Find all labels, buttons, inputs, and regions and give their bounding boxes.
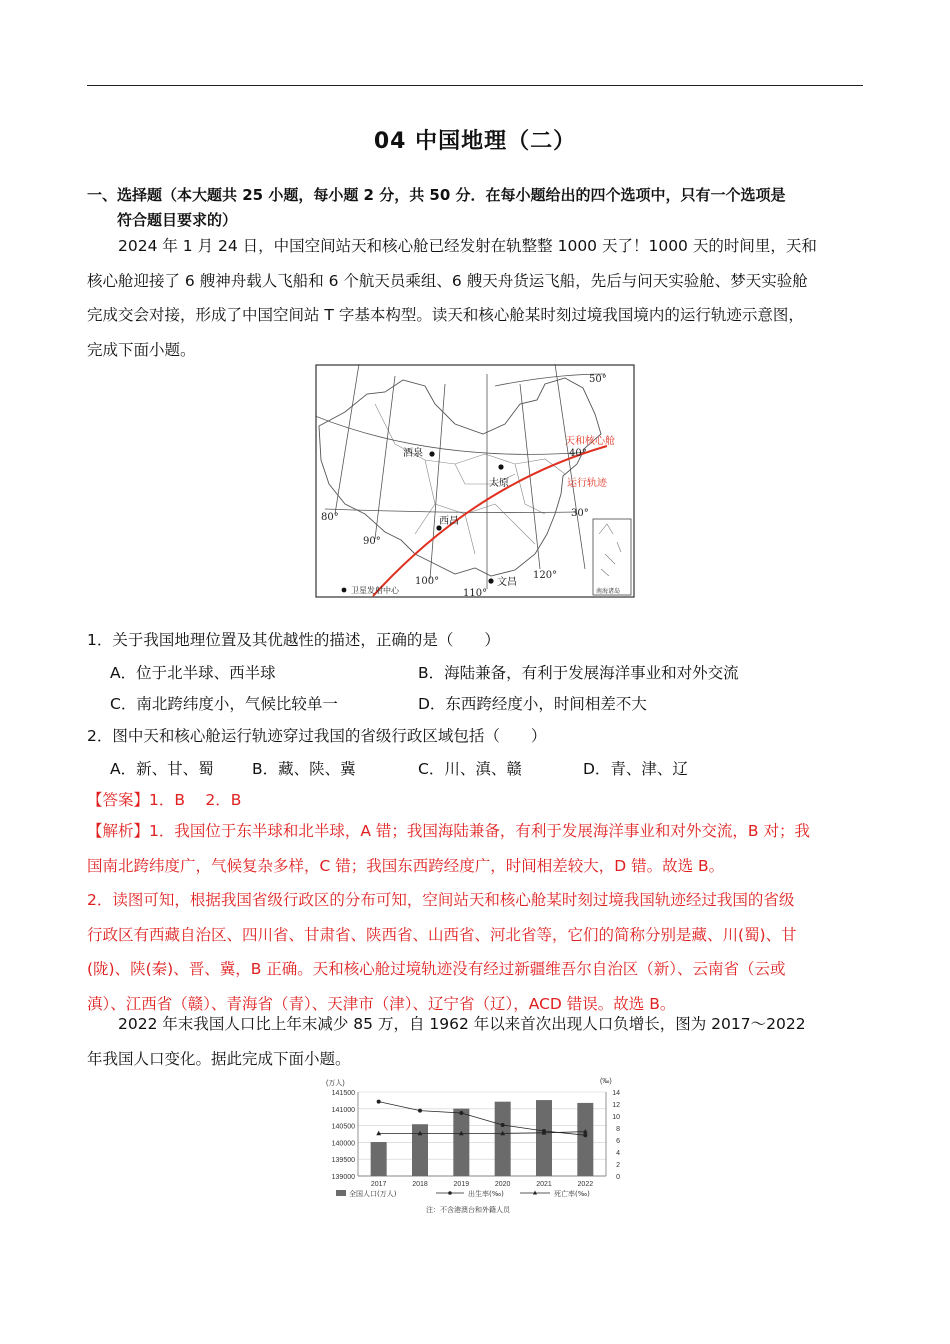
population-bar — [495, 1102, 511, 1176]
x-tick-label: 2022 — [577, 1181, 594, 1188]
y-right-tick-label: 4 — [616, 1150, 620, 1157]
analysis-block — [87, 814, 865, 1021]
city-label-wenchang: 文昌 — [497, 577, 517, 588]
population-bar — [536, 1100, 552, 1176]
population-bar — [453, 1109, 469, 1176]
city-dot-jiuquan — [429, 451, 434, 456]
section-heading-line1: 一、选择题（本大题共 25 小题，每小题 2 分，共 50 分．在每小题给出的四个选项中，只有一个选项是 — [87, 186, 786, 204]
q1-option-a: A．位于北半球、西半球 — [110, 664, 276, 682]
y-right-tick-label: 10 — [612, 1114, 620, 1121]
answer-line: 【答案】1．B 2．B — [87, 791, 242, 809]
south-sea-inset — [593, 519, 631, 595]
q1-option-b: B．海陆兼备，有利于发展海洋事业和对外交流 — [418, 664, 739, 682]
analysis-line5: (陇)、陕(秦)、晋、冀，B 正确。天和核心舱过境轨迹没有经过新疆维吾尔自治区（新）、云南省（云或 — [87, 960, 786, 978]
city-dot-taiyuan — [498, 464, 503, 469]
chart-note: 注：不含港澳台和外籍人员 — [426, 1206, 510, 1214]
q2-option-b: B．藏、陕、冀 — [252, 760, 356, 778]
birth-rate-point — [418, 1109, 422, 1113]
analysis-line3: 2．读图可知，根据我国省级行政区的分布可知，空间站天和核心舱某时刻过境我国轨迹经过我国的省级 — [87, 891, 795, 909]
x-tick-label: 2021 — [536, 1181, 552, 1188]
legend-dot — [342, 588, 347, 593]
legend-label: 卫星发射中心 — [351, 586, 399, 595]
intro2-line2: 年我国人口变化。据此完成下面小题。 — [87, 1049, 351, 1068]
y-left-tick-label: 139500 — [331, 1157, 355, 1165]
intro1-line1: 2024 年 1 月 24 日，中国空间站天和核心舱已经发射在轨整整 1000 天了！1000 天的时间里，天和 — [118, 237, 817, 255]
lon-label-100: 100° — [415, 576, 440, 587]
lon-label-80: 80° — [321, 512, 339, 523]
y-right-tick-label: 2 — [616, 1162, 620, 1169]
legend-death-label: 死亡率(‰) — [554, 1190, 590, 1198]
population-bar — [371, 1142, 387, 1176]
intro2-line1: 2022 年末我国人口比上年末减少 85 万，自 1962 年以来首次出现人口负增长，图为 2017～2022 — [118, 1015, 806, 1033]
x-tick-label: 2017 — [370, 1181, 387, 1188]
y-left-tick-label: 141000 — [331, 1106, 355, 1114]
y-right-tick-label: 12 — [612, 1102, 620, 1109]
y-right-tick-label: 14 — [612, 1090, 620, 1097]
intro1-line4: 完成下面小题。 — [87, 340, 196, 359]
page-title: 04 中国地理（二） — [373, 129, 577, 154]
analysis-line4: 行政区有西藏自治区、四川省、甘肃省、陕西省、山西省、河北省等，它们的简称分别是藏、川(蜀)、甘 — [87, 925, 797, 944]
legend-birth-marker — [448, 1191, 452, 1195]
y-right-tick-label: 6 — [616, 1138, 620, 1145]
y-left-tick-label: 140000 — [331, 1140, 355, 1148]
q1-option-c: C．南北跨纬度小，气候比较单一 — [110, 695, 338, 713]
legend-death-marker — [533, 1191, 537, 1195]
lon-label-120: 120° — [533, 570, 558, 581]
header-rule — [87, 85, 863, 86]
orbit-label-line2: 运行轨迹 — [567, 478, 607, 489]
q1-stem: 1．关于我国地理位置及其优越性的描述，正确的是（ ） — [87, 631, 500, 649]
orbit-map — [315, 364, 635, 598]
y-right-axis-label: (‰) — [600, 1078, 612, 1085]
intro1-line2: 核心舱迎接了 6 艘神舟载人飞船和 6 个航天员乘组、6 艘天舟货运飞船，先后与问天实验舱、梦天实验舱 — [87, 271, 808, 290]
y-left-tick-label: 139000 — [331, 1174, 355, 1181]
legend-birth-label: 出生率(‰) — [468, 1190, 504, 1198]
intro-paragraph-2 — [87, 1007, 865, 1076]
q1-option-d: D．东西跨经度小，时间相差不大 — [418, 695, 647, 713]
legend-bar-label: 全国人口(万人) — [349, 1190, 397, 1198]
y-left-axis-label: (万人) — [326, 1080, 345, 1087]
birth-rate-point — [501, 1123, 505, 1127]
x-tick-label: 2019 — [453, 1181, 470, 1188]
orbit-label-line1: 天和核心舱 — [565, 436, 615, 447]
birth-rate-line — [379, 1102, 586, 1136]
legend-bar-swatch — [336, 1190, 346, 1196]
lon-label-90: 90° — [363, 536, 381, 547]
q2-stem: 2．图中天和核心舱运行轨迹穿过我国的省级行政区域包括（ ） — [87, 727, 547, 745]
x-tick-label: 2018 — [412, 1181, 428, 1188]
y-left-tick-label: 140500 — [331, 1123, 355, 1131]
population-chart — [318, 1074, 636, 1216]
city-label-xichang: 西昌 — [439, 516, 459, 527]
section-heading-line2: 符合题目要求的） — [117, 211, 238, 229]
analysis-line1: 【解析】1．我国位于东半球和北半球，A 错；我国海陆兼备，有利于发展海洋事业和对外交流，B 对；我 — [87, 822, 810, 840]
city-dot-wenchang — [488, 578, 493, 583]
lon-label-110: 110° — [463, 588, 488, 598]
x-tick-label: 2020 — [494, 1181, 511, 1188]
q2-option-d: D．青、津、辽 — [583, 760, 688, 778]
analysis-line6: 滇）、江西省（赣）、青海省（青）、天津市（津）、辽宁省（辽），ACD 错误。故选 B。 — [87, 994, 676, 1013]
section-heading — [87, 183, 867, 233]
lat-label-30: 30° — [571, 508, 589, 519]
lat-label-50: 50° — [589, 374, 607, 385]
city-label-jiuquan: 酒泉 — [403, 448, 423, 459]
birth-rate-point — [377, 1100, 381, 1104]
lat-label-40: 40° — [569, 448, 587, 459]
analysis-line2: 国南北跨纬度广，气候复杂多样，C 错；我国东西跨经度广，时间相差较大，D 错。故选 B。 — [87, 856, 725, 875]
y-right-tick-label: 0 — [616, 1174, 620, 1181]
city-label-taiyuan: 太原 — [489, 478, 509, 489]
y-right-tick-label: 8 — [616, 1126, 620, 1133]
q2-option-a: A．新、甘、蜀 — [110, 760, 214, 778]
population-bar — [577, 1103, 593, 1176]
q2-option-c: C．川、滇、赣 — [418, 760, 522, 778]
birth-rate-point — [583, 1133, 587, 1137]
y-left-tick-label: 141500 — [331, 1090, 355, 1097]
birth-rate-point — [459, 1111, 463, 1115]
inset-label: 南海诸岛 — [596, 588, 621, 595]
intro1-line3: 完成交会对接，形成了中国空间站 T 字基本构型。读天和核心舱某时刻过境我国境内的运行轨迹示意图， — [87, 306, 804, 324]
intro-paragraph-1 — [87, 229, 865, 367]
